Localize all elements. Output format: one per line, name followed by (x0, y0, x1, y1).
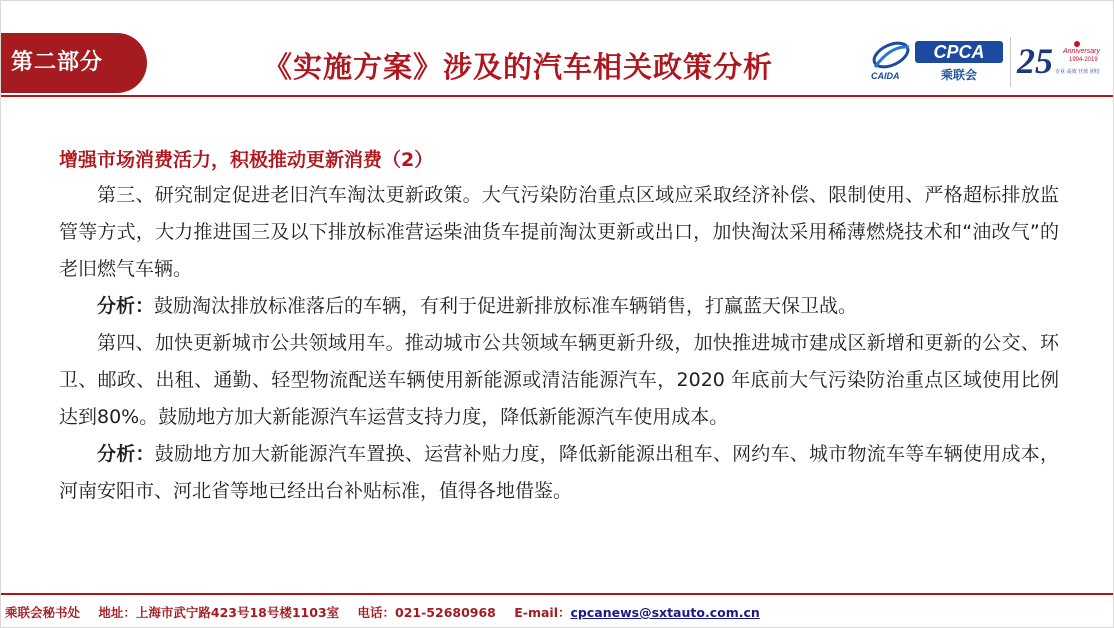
anniversary-number: 25 (1017, 41, 1053, 81)
section-tab: 第二部分 (1, 33, 147, 93)
caam-logo-text: CAIDA (871, 71, 900, 81)
footer-address: 地址：上海市武宁路423号18号楼1103室 (98, 605, 340, 620)
analysis-text: 鼓励地方加大新能源汽车置换、运营补贴力度，降低新能源出租车、网约车、城市物流车等车辆使用成本，河南安阳市、河北省等地已经出台补贴标准，值得各地借鉴。 (59, 443, 1059, 502)
cpca-logo-cn: 乘联会 (940, 68, 978, 82)
analysis-label: 分析： (97, 443, 155, 465)
cpca-logo-icon (913, 39, 1005, 83)
caam-logo-icon (867, 37, 913, 81)
footer-rule (1, 593, 1113, 595)
footer (5, 603, 774, 621)
logo-divider (1010, 37, 1011, 87)
anniversary-years: 1994-2019 (1069, 57, 1098, 63)
page-title: 《实施方案》涉及的汽车相关政策分析 (263, 50, 774, 84)
analysis-label: 分析： (97, 295, 155, 317)
anniversary-logo-icon (1015, 35, 1111, 87)
paragraph-policy-4: 第四、加快更新城市公共领域用车。推动城市公共领域车辆更新升级，加快推进城市建成区新增和更新的公交、环卫、邮政、出租、通勤、轻型物流配送车辆使用新能源或清洁能源汽车，2020 年底前大气污染防治重点区域使用比例达到80%。鼓励地方加大新能源汽车运营支持力度，降低新能源汽车使用成本。 (59, 332, 1059, 428)
footer-email-label: E-mail： (514, 605, 571, 620)
cpca-logo-text: CPCA (933, 42, 985, 62)
footer-phone: 电话：021-52680968 (357, 605, 496, 620)
analysis-text: 鼓励淘汰排放标准落后的车辆，有利于促进新排放标准车辆销售，打赢蓝天保卫战。 (154, 295, 858, 317)
content-body (59, 143, 1059, 510)
anniversary-word: Anniversary (1063, 48, 1100, 55)
paragraph-analysis-2 (59, 436, 1059, 510)
content-subhead: 增强市场消费活力，积极推动更新消费（2） (59, 149, 434, 171)
footer-org: 乘联会秘书处 (5, 605, 81, 620)
paragraph-analysis-1 (59, 288, 1059, 325)
header-rule (1, 95, 1113, 97)
anniversary-slogan: 专业 高效 开放 团结 (1055, 69, 1100, 75)
paragraph-policy-3: 第三、研究制定促进老旧汽车淘汰更新政策。大气污染防治重点区域应采取经济补偿、限制使用、严格超标排放监管等方式，大力推进国三及以下排放标准营运柴油货车提前淘汰更新或出口，加快淘汰采用稀薄燃烧技术和“油改气”的老旧燃气车辆。 (59, 184, 1059, 280)
footer-email-link[interactable]: cpcanews@sxtauto.com.cn (570, 605, 760, 620)
